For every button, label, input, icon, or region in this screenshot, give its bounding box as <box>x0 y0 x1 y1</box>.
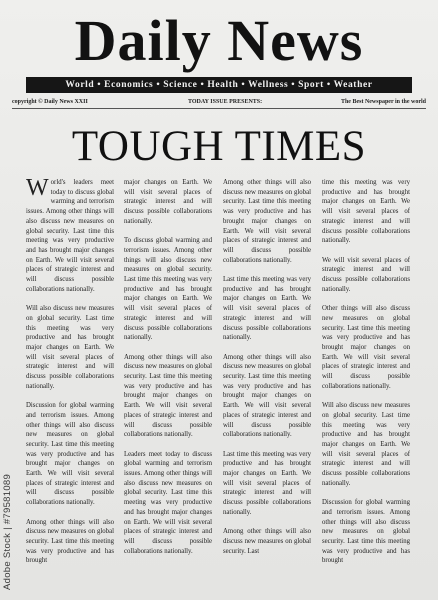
article-paragraph: To discuss global warming and terrorism issues. Among other things will also discuss new measures on global security. Last time this meeting was very productive and has brought major changes on Earth. We will visit several places of strategic interest and will discuss possible collaborations nationally. <box>124 237 212 342</box>
article-paragraph: Among other things will also discuss new measures on global security. Last time this meeting was very productive and has brought major changes on Earth. We will visit several places of strategic interest and will discuss possible collaborations nationally. <box>124 353 212 439</box>
info-bar <box>12 97 426 107</box>
article-column-3 <box>223 178 311 578</box>
article-paragraph: Other things will also discuss new measures on global security. Last time this meeting was very productive and has brought major changes on Earth. We will visit several places of strategic interest and will discuss possible collaborations nationally. <box>322 305 410 390</box>
article-paragraph: Among other things will also discuss new measures on global security. Last time this meeting was very productive and has brought major changes on Earth. We will visit several places of strategic interest and will discuss possible collaborations nationally. <box>223 353 311 439</box>
article-paragraph: Discussion for global warming and terrorism issues. Among other things will also discuss new measures on global security. Last time this meeting was very productive and has brought <box>322 499 410 565</box>
headline: TOUGH TIMES <box>71 123 367 170</box>
tagline-text: The Best Newspaper in the world <box>340 99 426 105</box>
header-divider <box>12 108 426 109</box>
article-paragraph: Discussion for global warming and terrorism issues. Among other things will also discuss new measures on global security. Last time this meeting was very productive and has brought major changes on Earth. We will visit several places of strategic interest and will discuss possible collaborations nationally. <box>26 402 114 507</box>
article-column-2 <box>124 178 212 578</box>
article-paragraph: Will also discuss new measures on global security. Last time this meeting was very productive and has brought major changes on Earth. We will visit several places of strategic interest and will discuss possible collaborations nationally. <box>322 402 410 487</box>
article-paragraph: Among other things will also discuss new measures on global security. Last <box>223 528 311 555</box>
masthead-title: Daily News <box>74 8 364 73</box>
section-bar: World • Economics • Science • Health • Wellness • Sport • Weather <box>26 77 412 93</box>
article-paragraph: Among other things will also discuss new measures on global security. Last time this meeting was very productive and has brought <box>26 518 114 565</box>
article-paragraph: major changes on Earth. We will visit several places of strategic interest and will discuss possible collaborations nationally. <box>124 179 212 225</box>
drop-cap: W <box>26 178 49 201</box>
article-paragraph: World's leaders meet today to discuss global warming and terrorism issues. Among other things will also discuss new measures on global security. Last time this meeting was very productive and has brought major changes on Earth. We will visit several places of strategic interest and will discuss possible collaborations nationally. <box>26 178 114 293</box>
article-column-4 <box>322 178 410 578</box>
copyright-text: copyright © Daily News XXII <box>12 99 88 105</box>
article-paragraph: Will also discuss new measures on global security. Last time this meeting was very productive and has brought major changes on Earth. We will visit several places of strategic interest and will discuss possible collaborations nationally. <box>26 305 114 390</box>
article-paragraph: Among other things will also discuss new measures on global security. Last time this meeting was very productive and has brought major changes on Earth. We will visit several places of strategic interest and will discuss possible collaborations nationally. <box>223 179 311 264</box>
article-paragraph: We will visit several places of strategic interest and will discuss possible collaborations nationally. <box>322 256 410 293</box>
article-paragraph: Last time this meeting was very productive and has brought major changes on Earth. We will visit several places of strategic interest and will discuss possible collaborations nationally. <box>223 276 311 342</box>
stock-watermark: Adobe Stock | #79581089 <box>2 473 13 590</box>
article-paragraph: time this meeting was very productive and has brought major changes on Earth. We will visit several places of strategic interest and will discuss possible collaborations nationally. <box>322 179 410 245</box>
today-issue-text: TODAY ISSUE PRESENTS: <box>188 99 263 105</box>
article-paragraph: Last time this meeting was very productive and has brought major changes on Earth. We will visit several places of strategic interest and will discuss possible collaborations nationally. <box>223 450 311 516</box>
article-paragraph: Leaders meet today to discuss global warming and terrorism issues. Among other things will also discuss new measures on global security. Last time this meeting was very productive and has brought major changes on Earth. We will visit several places of strategic interest and will discuss possible collaborations nationally. <box>124 450 212 555</box>
article-column-1 <box>26 178 114 578</box>
article-columns <box>26 178 424 578</box>
